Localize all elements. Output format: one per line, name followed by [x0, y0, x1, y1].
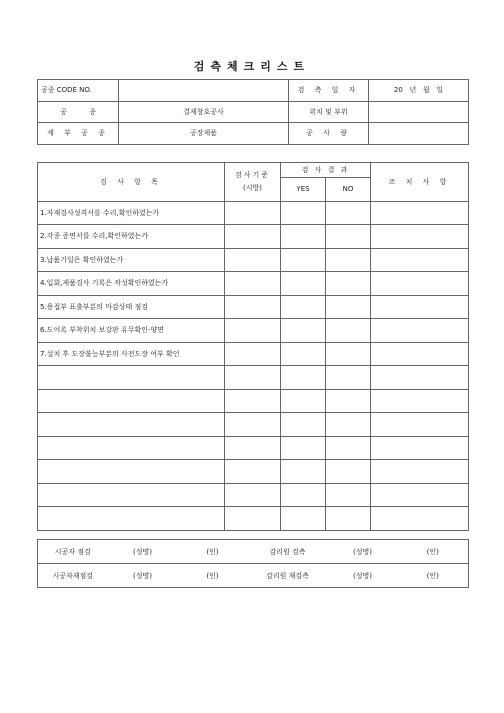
checklist-row: [38, 342, 469, 366]
location-label: 위치 및 부위: [289, 101, 369, 123]
signature-label-2: 감리원 재검측: [248, 564, 328, 588]
sub-value[interactable]: 공장제품: [119, 123, 289, 145]
check-yes[interactable]: [281, 272, 326, 296]
check-yes[interactable]: [281, 366, 326, 390]
check-item: 4.입회,제품검사 기록은 작성확인하였는가: [38, 272, 225, 296]
checklist-row: [38, 201, 469, 225]
signature-label-2: 감리원 검측: [248, 540, 328, 564]
check-item: 1.자재검사성격서를 수리,확인하였는가: [38, 201, 225, 225]
check-item: 7.설치 후 도장불능부분의 사전도장 여부 확인: [38, 342, 225, 366]
header-row-work: [38, 101, 469, 123]
checklist-table: [37, 162, 469, 531]
signature-table: [37, 539, 469, 588]
check-no[interactable]: [326, 389, 371, 413]
checklist-row: [38, 272, 469, 296]
signature-name[interactable]: (성명): [108, 564, 178, 588]
check-yes[interactable]: [281, 201, 326, 225]
checklist-row: [38, 389, 469, 413]
col-yes-header: YES: [281, 178, 326, 202]
signature-seal-2[interactable]: (인): [398, 564, 469, 588]
checklist-row: [38, 295, 469, 319]
check-no[interactable]: [326, 413, 371, 437]
check-item: 6.도어록 부착위치 보강판 유무확인-양면: [38, 319, 225, 343]
col-no-header: NO: [326, 178, 371, 202]
signature-row: [38, 564, 469, 588]
check-standard[interactable]: [225, 342, 281, 366]
signature-name[interactable]: (성명): [108, 540, 178, 564]
check-action[interactable]: [371, 201, 469, 225]
check-standard[interactable]: [225, 436, 281, 460]
signature-name-2[interactable]: (성명): [328, 540, 398, 564]
check-action[interactable]: [371, 460, 469, 484]
checklist-row: [38, 366, 469, 390]
checklist-row: [38, 248, 469, 272]
check-no[interactable]: [326, 460, 371, 484]
check-yes[interactable]: [281, 507, 326, 531]
work-value[interactable]: 결제창호공사: [119, 101, 289, 123]
checklist-row: [38, 413, 469, 437]
check-no[interactable]: [326, 483, 371, 507]
check-action[interactable]: [371, 413, 469, 437]
signature-name-2[interactable]: (성명): [328, 564, 398, 588]
work-label: 공 종: [38, 101, 119, 123]
check-item: [38, 413, 225, 437]
sub-label: 세 부 공 종: [38, 123, 119, 145]
checklist-row: [38, 483, 469, 507]
check-yes[interactable]: [281, 389, 326, 413]
check-yes[interactable]: [281, 225, 326, 249]
signature-label: 시공자재점검: [38, 564, 108, 588]
check-yes[interactable]: [281, 319, 326, 343]
check-standard[interactable]: [225, 460, 281, 484]
check-item: [38, 483, 225, 507]
header-table: [37, 79, 469, 145]
check-action[interactable]: [371, 366, 469, 390]
check-item: [38, 460, 225, 484]
col-action-header: 조 치 사 항: [371, 163, 469, 202]
signature-seal[interactable]: (인): [178, 540, 248, 564]
checklist-header-row: [38, 163, 469, 178]
check-standard[interactable]: [225, 272, 281, 296]
check-action[interactable]: [371, 272, 469, 296]
check-action[interactable]: [371, 248, 469, 272]
check-no[interactable]: [326, 436, 371, 460]
check-yes[interactable]: [281, 342, 326, 366]
checklist-row: [38, 507, 469, 531]
col-result-header: 검 사 결 과: [281, 163, 371, 178]
checklist-row: [38, 460, 469, 484]
check-standard[interactable]: [225, 201, 281, 225]
signature-label: 시공자 점검: [38, 540, 108, 564]
check-standard[interactable]: [225, 389, 281, 413]
check-no[interactable]: [326, 366, 371, 390]
header-row-sub: [38, 123, 469, 145]
col-standard-line1: 검사기준: [234, 171, 271, 180]
qty-label: 공 사 량: [289, 123, 369, 145]
check-action[interactable]: [371, 295, 469, 319]
signature-seal[interactable]: (인): [178, 564, 248, 588]
check-yes[interactable]: [281, 483, 326, 507]
page-title: 검측체크리스트: [193, 60, 311, 73]
check-standard[interactable]: [225, 248, 281, 272]
header-row-code: [38, 80, 469, 102]
check-item: [38, 436, 225, 460]
check-no[interactable]: [326, 295, 371, 319]
code-label: 공종 CODE NO.: [38, 80, 119, 102]
qty-value[interactable]: [369, 123, 469, 145]
check-no[interactable]: [326, 342, 371, 366]
checklist-row: [38, 225, 469, 249]
check-standard[interactable]: [225, 295, 281, 319]
code-value[interactable]: [119, 80, 289, 102]
check-item: 5.용접부 표출부분의 마감상태 점검: [38, 295, 225, 319]
check-no[interactable]: [326, 248, 371, 272]
check-item: 2.각종 증면서를 수리,확인하였는가: [38, 225, 225, 249]
check-item: [38, 389, 225, 413]
check-yes[interactable]: [281, 460, 326, 484]
checklist-row: [38, 319, 469, 343]
col-standard-header: [225, 163, 281, 202]
location-value[interactable]: [369, 101, 469, 123]
check-item: [38, 366, 225, 390]
check-action[interactable]: [371, 342, 469, 366]
check-standard[interactable]: [225, 366, 281, 390]
check-yes[interactable]: [281, 295, 326, 319]
check-yes[interactable]: [281, 248, 326, 272]
checklist-body: [38, 201, 469, 530]
check-yes[interactable]: [281, 413, 326, 437]
check-no[interactable]: [326, 319, 371, 343]
check-action[interactable]: [371, 436, 469, 460]
check-standard[interactable]: [225, 319, 281, 343]
col-standard-line2: (시방): [243, 184, 262, 193]
check-no[interactable]: [326, 225, 371, 249]
signature-body: [38, 540, 469, 588]
check-action[interactable]: [371, 389, 469, 413]
date-label: 검 측 일 자: [289, 80, 369, 102]
check-yes[interactable]: [281, 436, 326, 460]
col-item-header: 검 사 항 목: [38, 163, 225, 202]
checklist-row: [38, 436, 469, 460]
check-action[interactable]: [371, 319, 469, 343]
check-standard[interactable]: [225, 413, 281, 437]
check-no[interactable]: [326, 272, 371, 296]
check-item: 3.납품기일은 확인하였는가: [38, 248, 225, 272]
check-action[interactable]: [371, 483, 469, 507]
signature-seal-2[interactable]: (인): [398, 540, 469, 564]
check-item: [38, 507, 225, 531]
check-standard[interactable]: [225, 483, 281, 507]
check-standard[interactable]: [225, 225, 281, 249]
check-action[interactable]: [371, 507, 469, 531]
check-no[interactable]: [326, 507, 371, 531]
check-standard[interactable]: [225, 507, 281, 531]
date-value[interactable]: 20 년 월 일: [369, 80, 469, 102]
check-action[interactable]: [371, 225, 469, 249]
signature-row: [38, 540, 469, 564]
check-no[interactable]: [326, 201, 371, 225]
